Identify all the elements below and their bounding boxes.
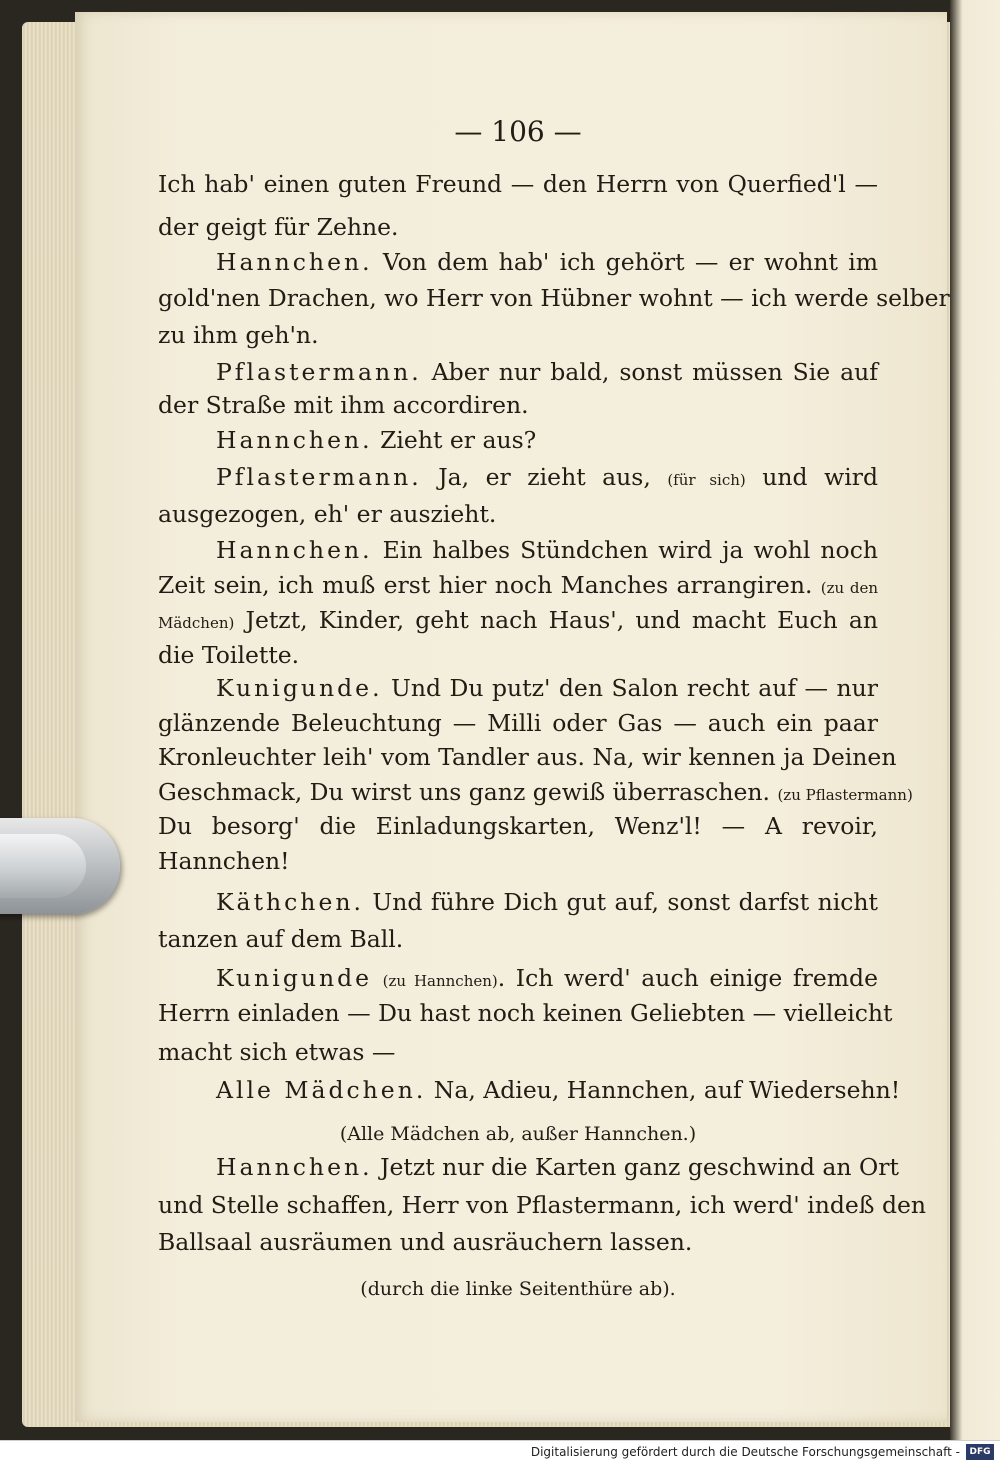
text-line xyxy=(158,809,878,843)
line-text: macht sich etwas — xyxy=(158,1038,396,1066)
stage-direction-text: (zu Hannchen) xyxy=(382,972,498,990)
speaker-name: Alle Mädchen. xyxy=(216,1076,427,1104)
line-text: Herrn einladen — Du hast noch keinen Geliebten — vielleicht xyxy=(158,999,893,1027)
text-line xyxy=(158,775,913,812)
text-line xyxy=(216,1150,899,1184)
line-text: Zieht er aus? xyxy=(372,426,537,454)
stage-direction-text: Mädchen) xyxy=(158,614,235,632)
line-text: Du besorg' die Einladungskarten, Wenz'l! — A revoir, xyxy=(158,812,878,840)
line-text: Ein halbes Stündchen wird ja wohl noch xyxy=(372,536,878,564)
page-clip-highlight xyxy=(0,834,86,898)
text-line xyxy=(158,167,878,201)
line-text: der geigt für Zehne. xyxy=(158,213,399,241)
line-text: und wird xyxy=(745,463,879,491)
text-line xyxy=(216,1073,901,1107)
line-text: die Toilette. xyxy=(158,641,300,669)
speaker-name: Hannchen. xyxy=(216,248,373,276)
line-text: und Stelle schaffen, Herr von Pflastermann, ich werd' indeß den xyxy=(158,1191,927,1219)
line-text: Zeit sein, ich muß erst hier noch Manches arrangiren. xyxy=(158,571,821,599)
stage-direction-text: (zu den xyxy=(820,579,879,597)
line-text: tanzen auf dem Ball. xyxy=(158,925,404,953)
text-line xyxy=(158,497,878,531)
speaker-name: Hannchen. xyxy=(216,426,373,454)
stage-direction xyxy=(158,1117,878,1151)
line-text: zu ihm geh'n. xyxy=(158,321,319,349)
text-line xyxy=(158,638,878,672)
line-text: (durch die linke Seitenthüre ab). xyxy=(360,1278,676,1300)
text-line xyxy=(158,388,878,422)
text-line xyxy=(158,922,878,956)
speaker-name: Hannchen. xyxy=(216,536,373,564)
line-text: ausgezogen, eh' er auszieht. xyxy=(158,500,497,528)
footer-bar xyxy=(0,1440,1000,1465)
line-text: Und führe Dich gut auf, sonst darfst nicht xyxy=(363,888,878,916)
line-text xyxy=(372,964,383,992)
text-line xyxy=(216,885,878,919)
line-text: Und Du putz' den Salon recht auf — nur xyxy=(382,674,878,702)
text-line xyxy=(158,996,893,1030)
text-line xyxy=(158,844,878,878)
line-text: Ballsaal ausräumen und ausräuchern lassen. xyxy=(158,1228,693,1256)
line-text: glänzende Beleuchtung — Milli oder Gas — auch ein paar xyxy=(158,709,878,737)
stage-direction xyxy=(158,1272,878,1306)
line-text: (Alle Mädchen ab, außer Hannchen.) xyxy=(339,1123,697,1145)
speaker-name: Käthchen. xyxy=(216,888,364,916)
page-number: — 106 — xyxy=(454,115,582,148)
line-text: Aber nur bald, sonst müssen Sie auf xyxy=(421,358,878,386)
text-line xyxy=(158,1188,927,1222)
dfg-logo-icon: DFG xyxy=(966,1444,994,1460)
text-line xyxy=(216,245,878,279)
speaker-name: Pflastermann. xyxy=(216,463,422,491)
text-line xyxy=(216,671,878,705)
line-text: Jetzt nur die Karten ganz geschwind an Ort xyxy=(372,1153,899,1181)
line-text: Na, Adieu, Hannchen, auf Wiedersehn! xyxy=(426,1076,901,1104)
speaker-name: Hannchen. xyxy=(216,1153,373,1181)
line-text: Jetzt, Kinder, geht nach Haus', und macht Euch an xyxy=(234,606,878,634)
text-line xyxy=(216,423,878,457)
speaker-name: Pflastermann. xyxy=(216,358,422,386)
text-line xyxy=(158,740,897,774)
footer-credit: Digitalisierung gefördert durch die Deutsche Forschungsgemeinschaft - xyxy=(530,1445,960,1459)
text-line xyxy=(216,355,878,389)
text-line xyxy=(158,568,878,605)
line-text: Hannchen! xyxy=(158,847,290,875)
text-line xyxy=(158,318,878,352)
text-line xyxy=(158,281,950,315)
text-line xyxy=(216,460,878,497)
facing-page-edge xyxy=(950,0,1000,1440)
text-line xyxy=(158,210,878,244)
line-text: Geschmack, Du wirst uns ganz gewiß überraschen. xyxy=(158,778,778,806)
speaker-name: Kunigunde. xyxy=(216,674,383,702)
line-text: gold'nen Drachen, wo Herr von Hübner wohnt — ich werde selber xyxy=(158,284,950,312)
text-line xyxy=(158,603,878,640)
line-text: Kronleuchter leih' vom Tandler aus. Na, wir kennen ja Deinen xyxy=(158,743,897,771)
text-line xyxy=(216,961,878,998)
line-text: . Ich werd' auch einige fremde xyxy=(497,964,878,992)
stage-direction-text: (zu Pflastermann) xyxy=(777,786,913,804)
line-text: Von dem hab' ich gehört — er wohnt im xyxy=(372,248,878,276)
text-line xyxy=(158,1035,878,1069)
page-clip xyxy=(0,818,120,914)
line-text: Ja, er zieht aus, xyxy=(421,463,668,491)
line-text: Ich hab' einen guten Freund — den Herrn von Querfied'l — xyxy=(158,170,878,198)
text-line xyxy=(158,1225,878,1259)
text-line xyxy=(216,533,878,567)
text-line xyxy=(158,706,878,740)
speaker-name: Kunigunde xyxy=(216,964,373,992)
stage-direction-text: (für sich) xyxy=(667,471,746,489)
line-text: der Straße mit ihm accordiren. xyxy=(158,391,529,419)
